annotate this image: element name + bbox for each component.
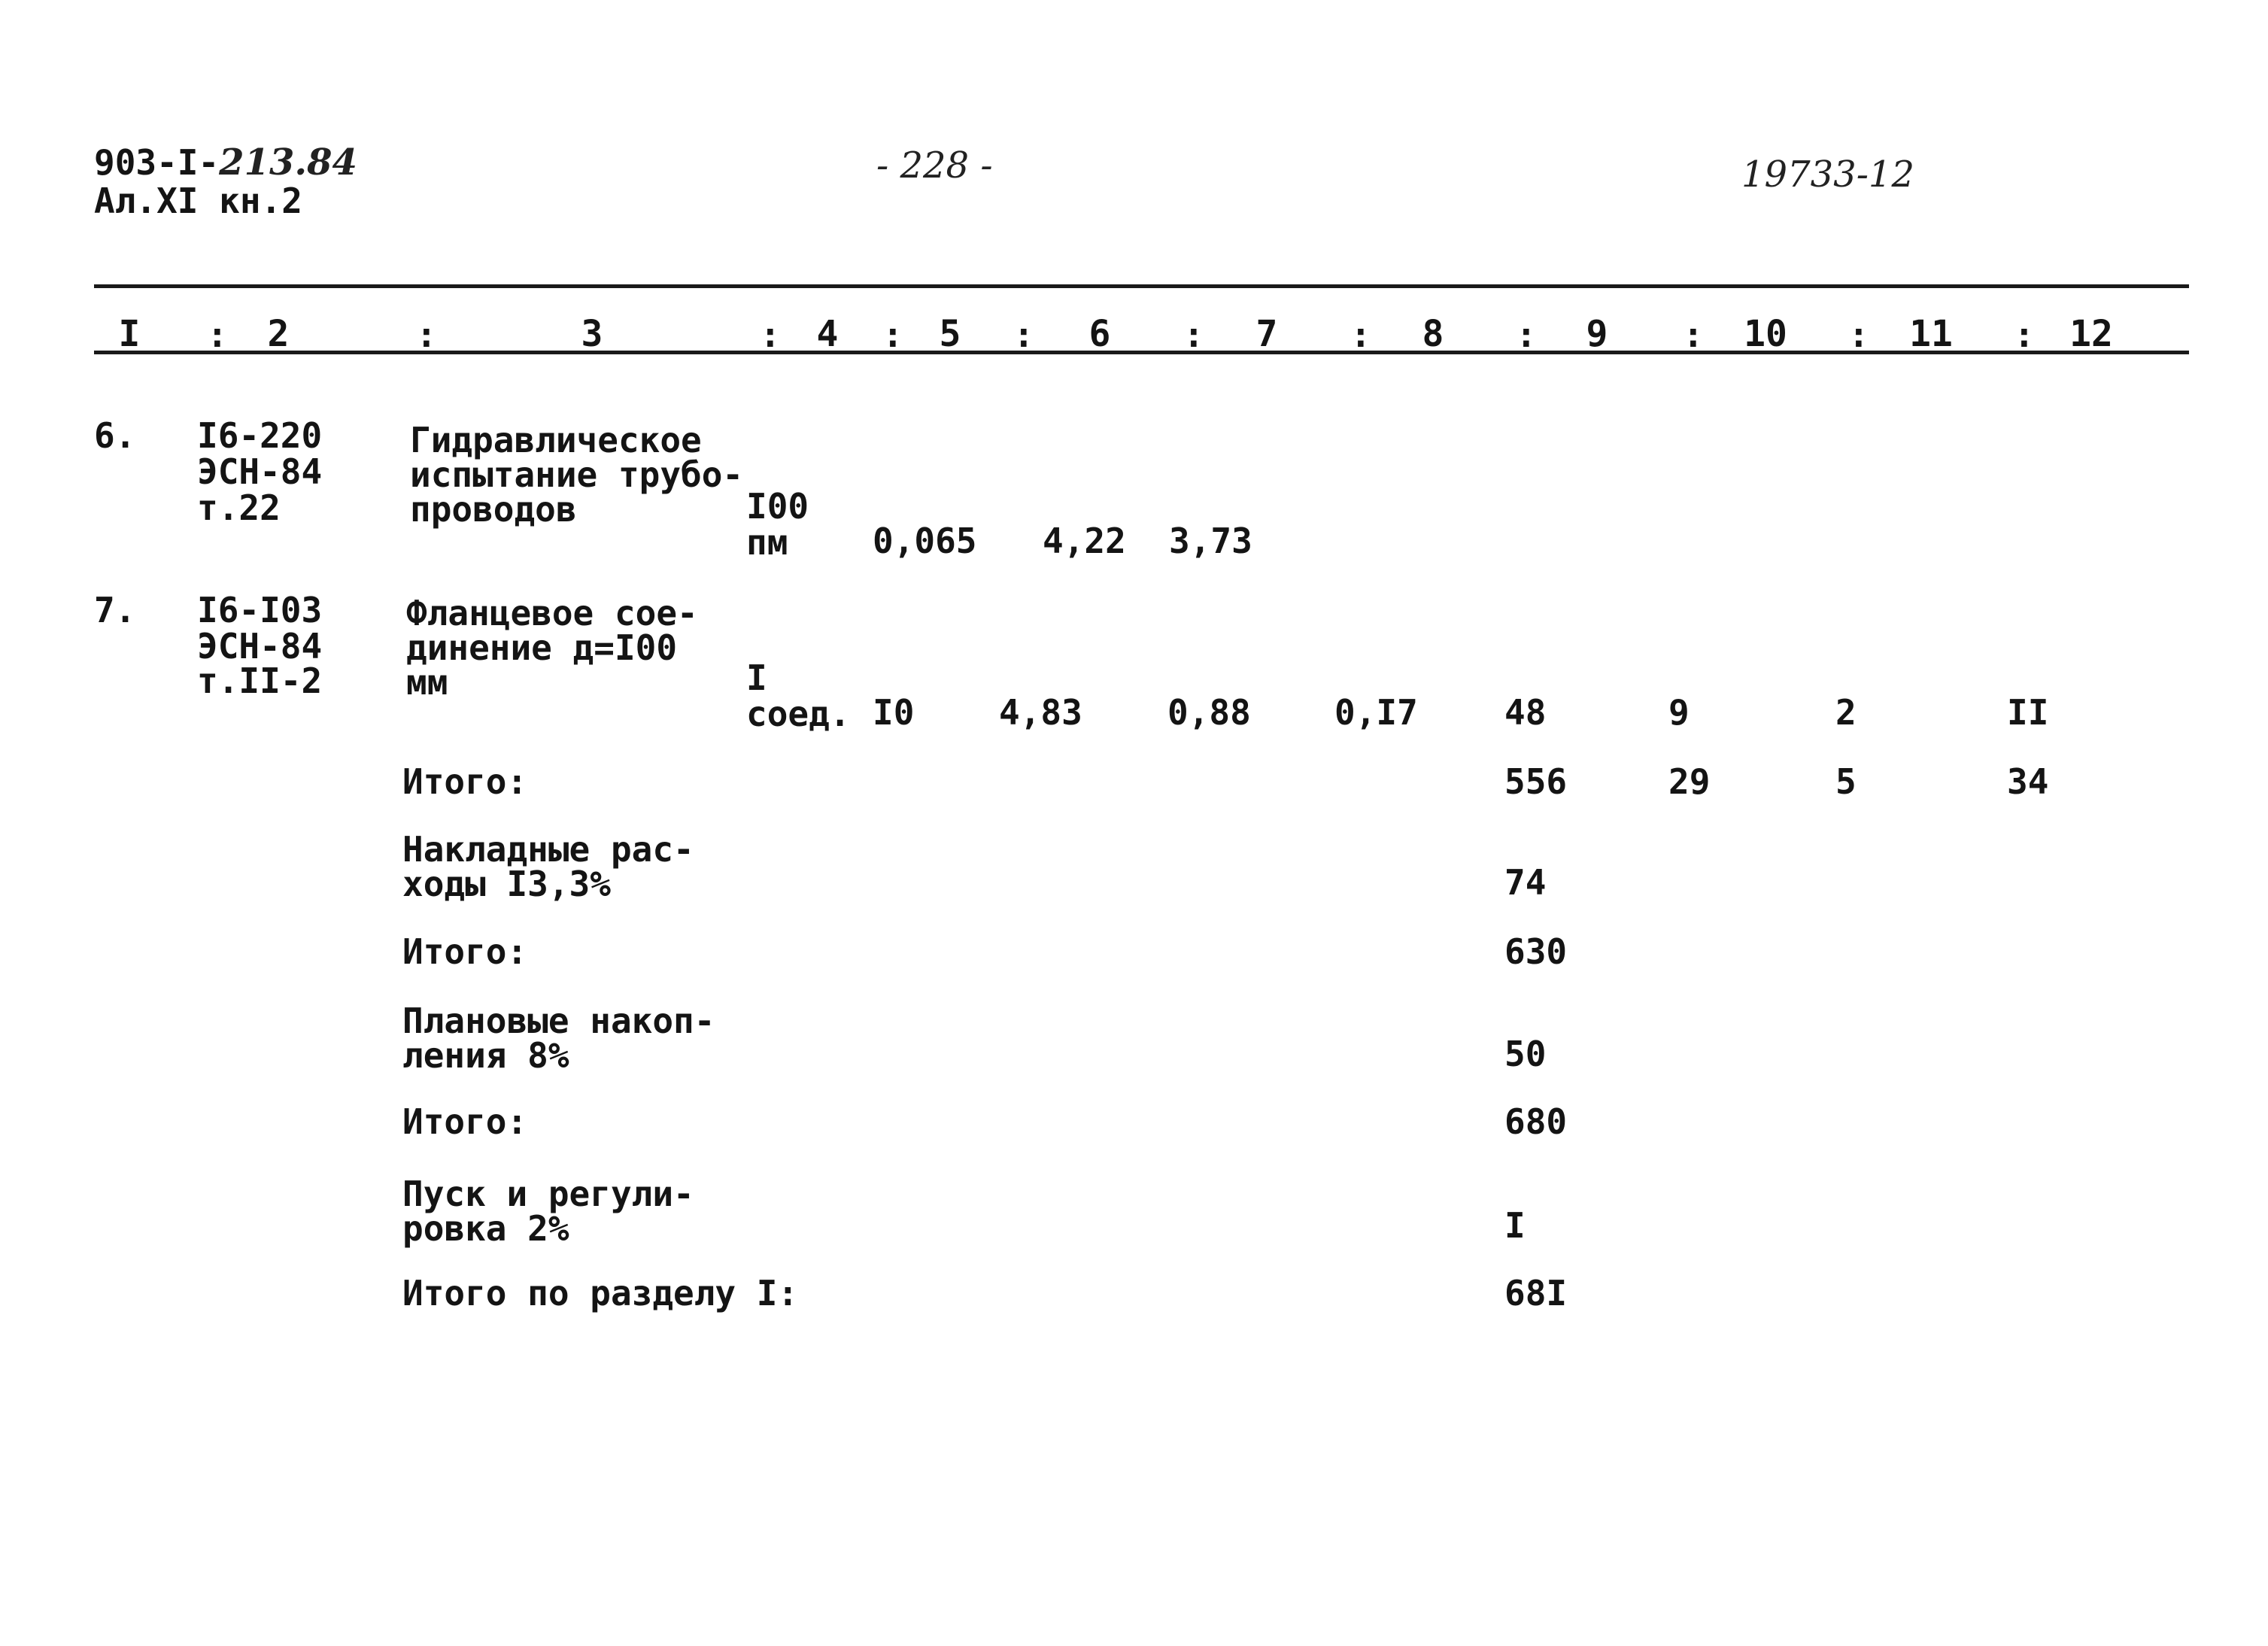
column-separator: :: [760, 314, 781, 355]
document-code-handwritten: 213.84: [219, 141, 357, 184]
totals-label: Пуск и регули-: [402, 1174, 694, 1214]
cell-col9: 50: [1504, 1034, 1547, 1074]
column-number: 8: [1422, 313, 1444, 355]
column-separator: :: [1516, 314, 1537, 355]
work-description-line: проводов: [410, 489, 577, 530]
row-number: 6.: [94, 415, 136, 456]
unit-quantity: I: [746, 657, 767, 698]
totals-label: Итого:: [402, 761, 528, 802]
unit-name: соед.: [746, 694, 851, 734]
cell-col6: 4,22: [1043, 521, 1126, 561]
totals-label: ходы I3,3%: [402, 864, 611, 904]
column-number: 4: [816, 313, 839, 355]
totals-label: Итого:: [402, 931, 528, 972]
cell-col12: II: [2007, 692, 2049, 733]
column-separator: :: [1848, 314, 1869, 355]
norm-code-line: ЭСН-84: [197, 451, 323, 492]
column-number: I: [118, 313, 141, 355]
document-code: [94, 141, 357, 184]
column-number: 12: [2069, 313, 2113, 355]
column-number: 6: [1088, 313, 1111, 355]
column-separator: :: [1350, 314, 1371, 355]
column-separator: :: [1183, 314, 1204, 355]
column-separator: :: [882, 314, 903, 355]
unit-name: пм: [746, 522, 788, 563]
page-number-handwritten: - 228 -: [876, 144, 993, 187]
cell-col6: 4,83: [999, 692, 1082, 733]
column-number: 5: [939, 313, 961, 355]
cell-col10: 29: [1668, 761, 1711, 802]
cell-col12: 34: [2007, 761, 2049, 802]
norm-code-line: I6-I03: [197, 590, 323, 630]
norm-code-line: т.II-2: [197, 661, 323, 701]
cell-col9: 556: [1504, 761, 1568, 802]
cell-col9: 68I: [1504, 1273, 1568, 1313]
cell-col7: 3,73: [1169, 521, 1252, 561]
column-number: 7: [1255, 313, 1278, 355]
column-separator: :: [207, 314, 228, 355]
album-reference: Ал.XI кн.2: [94, 181, 302, 221]
cell-col11: 2: [1835, 692, 1857, 733]
cell-col9: 48: [1504, 692, 1547, 733]
unit-quantity: I00: [746, 486, 809, 527]
column-number: 2: [267, 313, 290, 355]
column-separator: :: [416, 314, 437, 355]
cell-col9: 680: [1504, 1101, 1568, 1142]
column-separator: :: [1683, 314, 1704, 355]
document-code-printed: 903-I-: [94, 142, 220, 183]
totals-label: ления 8%: [402, 1035, 569, 1076]
work-description-line: мм: [406, 662, 448, 703]
cell-col8: 0,I7: [1334, 692, 1418, 733]
cell-col5: I0: [873, 692, 915, 733]
totals-label: Итого:: [402, 1101, 528, 1142]
totals-label: Плановые накоп-: [402, 1001, 715, 1041]
cell-col11: 5: [1835, 761, 1857, 802]
row-number: 7.: [94, 590, 136, 630]
column-number: 9: [1586, 313, 1608, 355]
work-description-line: динение д=I00: [406, 627, 678, 668]
norm-code-line: I6-220: [197, 415, 323, 456]
column-number: 11: [1909, 313, 1953, 355]
column-separator: :: [1013, 314, 1034, 355]
inventory-number: 19733-12: [1741, 153, 1914, 196]
cell-col9: I: [1504, 1205, 1526, 1246]
cell-col7: 0,88: [1167, 692, 1251, 733]
cell-col9: 630: [1504, 931, 1568, 972]
top-rule: [94, 284, 2189, 288]
column-number: 3: [581, 313, 603, 355]
totals-label: Накладные рас-: [402, 829, 694, 870]
cell-col9: 74: [1504, 862, 1547, 903]
totals-label: ровка 2%: [402, 1208, 569, 1249]
norm-code-line: ЭСН-84: [197, 626, 323, 667]
page-number: [876, 144, 993, 187]
work-description-line: Фланцевое сое-: [406, 593, 698, 633]
norm-code-line: т.22: [197, 487, 281, 528]
totals-label: Итого по разделу I:: [402, 1273, 799, 1313]
cell-col10: 9: [1668, 692, 1690, 733]
column-number: 10: [1744, 313, 1787, 355]
work-description-line: Гидравлическое: [410, 420, 702, 460]
cell-col5: 0,065: [873, 521, 977, 561]
column-separator: :: [2014, 314, 2035, 355]
work-description-line: испытание трубо-: [410, 454, 744, 495]
